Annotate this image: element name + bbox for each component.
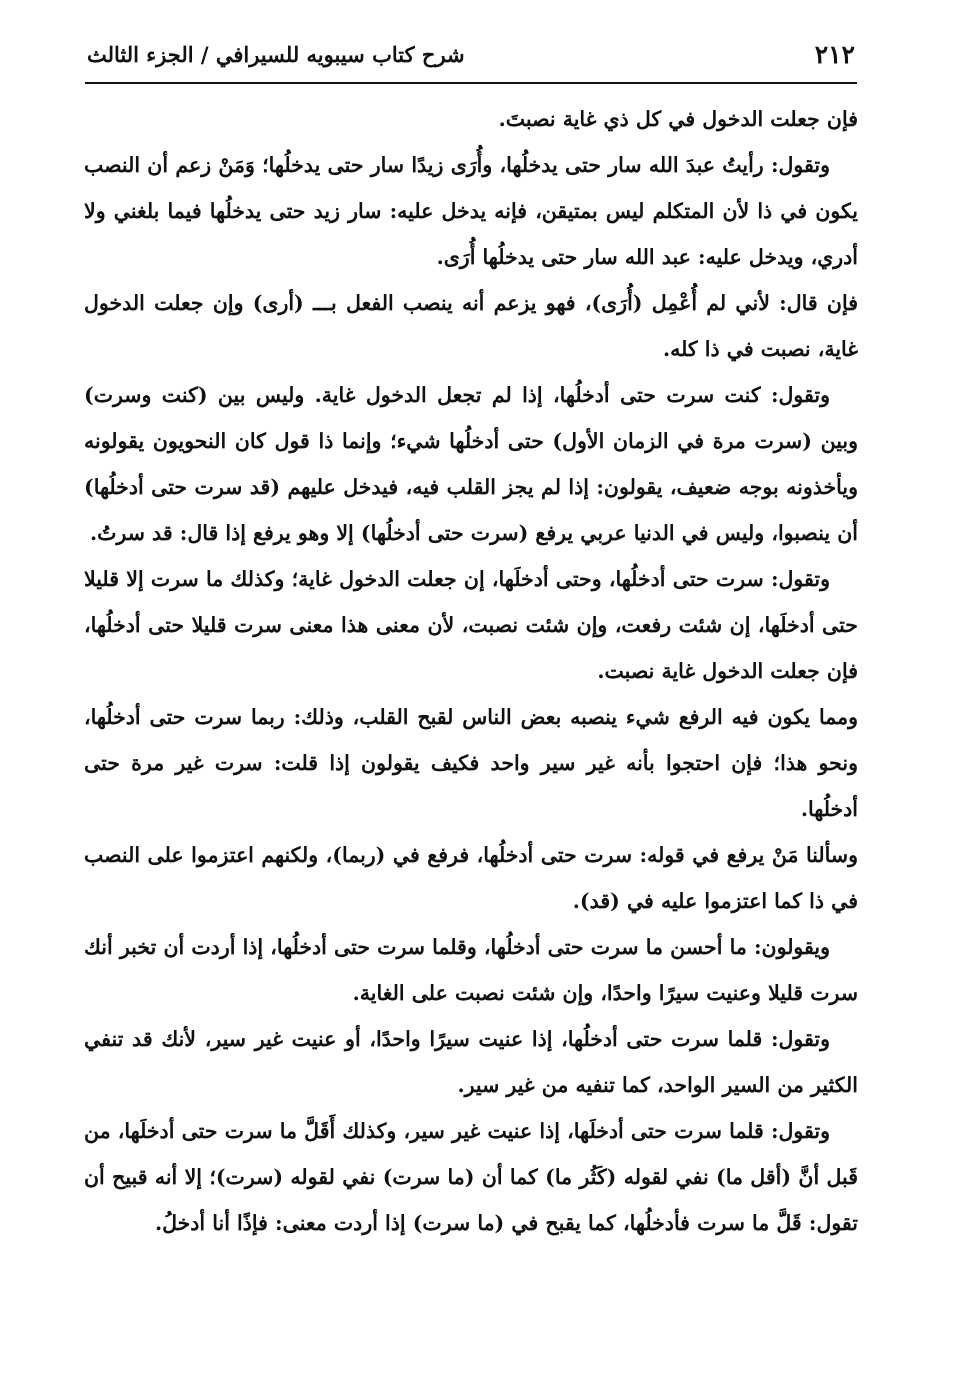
paragraph: ويقولون: ما أحسن ما سرت حتى أدخلُها، وقلما سرت حتى أدخلُها، إذا أردت أن تخبر أنك سرت قليلا وعنيت سيرًا واحدًا، وإن شئت نصبت على الغاية.: [84, 935, 858, 1005]
running-title: شرح كتاب سيبويه للسيرافي / الجزء الثالث: [87, 42, 465, 67]
paragraph: وسألنا مَنْ يرفع في قوله: سرت حتى أدخلُها، فرفع في (ربما)، ولكنهم اعتزموا على النصب في ذا كما اعتزموا عليه في (قد).: [84, 843, 858, 913]
paragraph: ومما يكون فيه الرفع شيء ينصبه بعض الناس لقبح القلب، وذلك: ربما سرت حتى أدخلُها، ونحو هذا؛ فإن احتجوا بأنه غير سير واحد فكيف يقولون إذا قلت: سرت غير مرة حتى أدخلُها.: [84, 705, 858, 821]
paragraph: فإن قال: لأني لم أُعْمِل (أُرَى)، فهو يزعم أنه ينصب الفعل بـــ (أرى) وإن جعلت الدخول غاية، نصبت في ذا كله.: [84, 291, 858, 361]
page-number: ٢١٢: [814, 40, 855, 69]
paragraph: وتقول: كنت سرت حتى أدخلُها، إذا لم تجعل الدخول غاية. وليس بين (كنت وسرت) وبين (سرت مرة في الزمان الأول) حتى أدخلُها شيء؛ وإنما ذا قول كان النحويون يقولونه ويأخذونه بوجه ضعيف، يقولون: إذا لم يجز القلب فيه، فيدخل عليهم (قد سرت حتى أدخلُها) أن ينصبوا، وليس في الدنيا عربي يرفع (سرت حتى أدخلُها) إلا وهو يرفع إذا قال: قد سرتُ.: [84, 383, 858, 545]
paragraph: وتقول: رأيتُ عبدَ الله سار حتى يدخلُها، وأُرَى زيدًا سار حتى يدخلُها؛ وَمَنْ زعم أن النصب يكون في ذا لأن المتكلم ليس بمتيقن، فإنه يدخل عليه: سار زيد حتى يدخلُها فيما بلغني ولا أدري، ويدخل عليه: عبد الله سار حتى يدخلُها أُرَى.: [84, 153, 858, 269]
body-text: [84, 96, 858, 1246]
paragraph: فإن جعلت الدخول في كل ذي غاية نصبتَ.: [498, 107, 858, 131]
paragraph: وتقول: قلما سرت حتى أدخلُها، إذا عنيت سيرًا واحدًا، أو عنيت غير سير، لأنك قد تنفي الكثير من السير الواحد، كما تنفيه من غير سير.: [84, 1027, 858, 1097]
paragraph: وتقول: قلما سرت حتى أدخلَها، إذا عنيت غير سير، وكذلك أَقَلَّ ما سرت حتى أدخلَها، من قَبل أنَّ (أقل ما) نفي لقوله (كَثُر ما) كما أن (ما سرت) نفي لقوله (سرت)؛ إلا أنه قبيح أن تقول: قَلَّ ما سرت فأدخلُها، كما يقبح في (ما سرت) إذا أردت معنى: فإذًا أنا أدخلُ.: [84, 1119, 858, 1235]
paragraph: وتقول: سرت حتى أدخلُها، وحتى أدخلَها، إن جعلت الدخول غاية؛ وكذلك ما سرت إلا قليلا حتى أدخلَها، إن شئت رفعت، وإن شئت نصبت، لأن معنى هذا معنى سرت قليلا حتى أدخلُها، فإن جعلت الدخول غاية نصبت.: [84, 567, 858, 683]
page-header: [85, 36, 857, 84]
